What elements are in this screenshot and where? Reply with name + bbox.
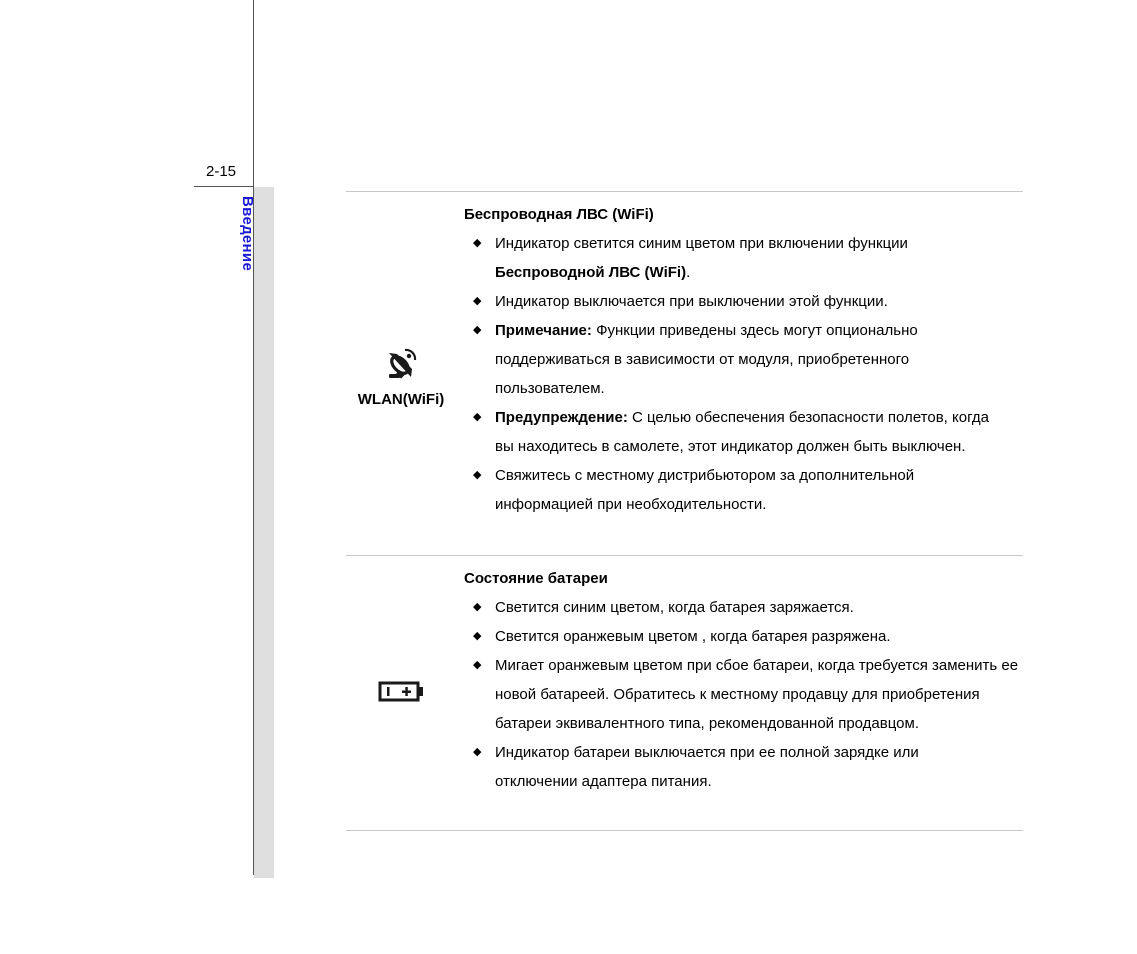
page-number: 2-15 <box>206 163 237 180</box>
bullet-icon: ◆ <box>473 324 482 336</box>
table-rule-top <box>346 191 1023 192</box>
wlan-title: Беспроводная ЛВС (WiFi) <box>464 206 654 223</box>
bullet-icon: ◆ <box>473 411 482 423</box>
item-text: Индикатор светится синим цветом при включении функции <box>495 235 908 252</box>
table-rule-bottom <box>346 830 1023 831</box>
battery-title: Состояние батареи <box>464 570 608 587</box>
battery-content <box>464 564 1024 796</box>
list-item <box>464 287 1024 316</box>
battery-icon <box>378 680 424 709</box>
list-item <box>464 403 1024 461</box>
wlan-list <box>464 229 1024 519</box>
list-item <box>464 738 1024 796</box>
chapter-label: Введение <box>239 196 256 272</box>
bullet-icon: ◆ <box>473 295 482 307</box>
battery-icon-cell <box>346 680 456 709</box>
wifi-satellite-icon <box>383 346 419 387</box>
wlan-icon-cell <box>346 346 456 408</box>
bullet-icon: ◆ <box>473 659 482 671</box>
battery-list <box>464 593 1024 796</box>
item-bold-text: Беспроводной ЛВС (WiFi) <box>495 264 687 281</box>
table-rule-middle <box>346 555 1023 556</box>
item-text: С целью обеспечения безопасности полетов, когда вы находитесь в самолете, этот индикатор должен быть выключен. <box>495 409 989 455</box>
note-label: Примечание: <box>495 322 592 339</box>
item-text: Функции приведены здесь могут опционально поддерживаться в зависимости от модуля, приобретенного пользователем. <box>495 322 918 397</box>
item-text: Свяжитесь с местному дистрибьютором за дополнительной информацией при необходительности. <box>495 467 915 513</box>
list-item <box>464 593 1024 622</box>
bullet-icon: ◆ <box>473 746 482 758</box>
item-text: Индикатор батареи выключается при ее полной зарядке или отключении адаптера питания. <box>495 744 919 790</box>
wlan-caption: WLAN(WiFi) <box>357 391 445 408</box>
list-item <box>464 316 1024 403</box>
bullet-icon: ◆ <box>473 601 482 613</box>
list-item <box>464 229 1024 287</box>
list-item <box>464 461 1024 519</box>
list-item <box>464 651 1024 738</box>
item-text: Мигает оранжевым цветом при сбое батареи, когда требуется заменить ее новой батареей. Обратитесь к местному продавцу для приобретения батареи эквивалентного типа, рекомендованной продавцом. <box>495 657 1019 732</box>
page-number-rule <box>194 186 254 187</box>
item-text: Светится синим цветом, когда батарея заряжается. <box>495 599 854 616</box>
item-text: . <box>686 264 691 281</box>
bullet-icon: ◆ <box>473 469 482 481</box>
warning-label: Предупреждение: <box>495 409 628 426</box>
list-item <box>464 622 1024 651</box>
bullet-icon: ◆ <box>473 630 482 642</box>
bullet-icon: ◆ <box>473 237 482 249</box>
wlan-content <box>464 200 1024 519</box>
item-text: Светится оранжевым цветом , когда батарея разряжена. <box>495 628 891 645</box>
item-text: Индикатор выключается при выключении этой функции. <box>495 293 888 310</box>
chapter-sidebar-bar <box>254 187 274 878</box>
